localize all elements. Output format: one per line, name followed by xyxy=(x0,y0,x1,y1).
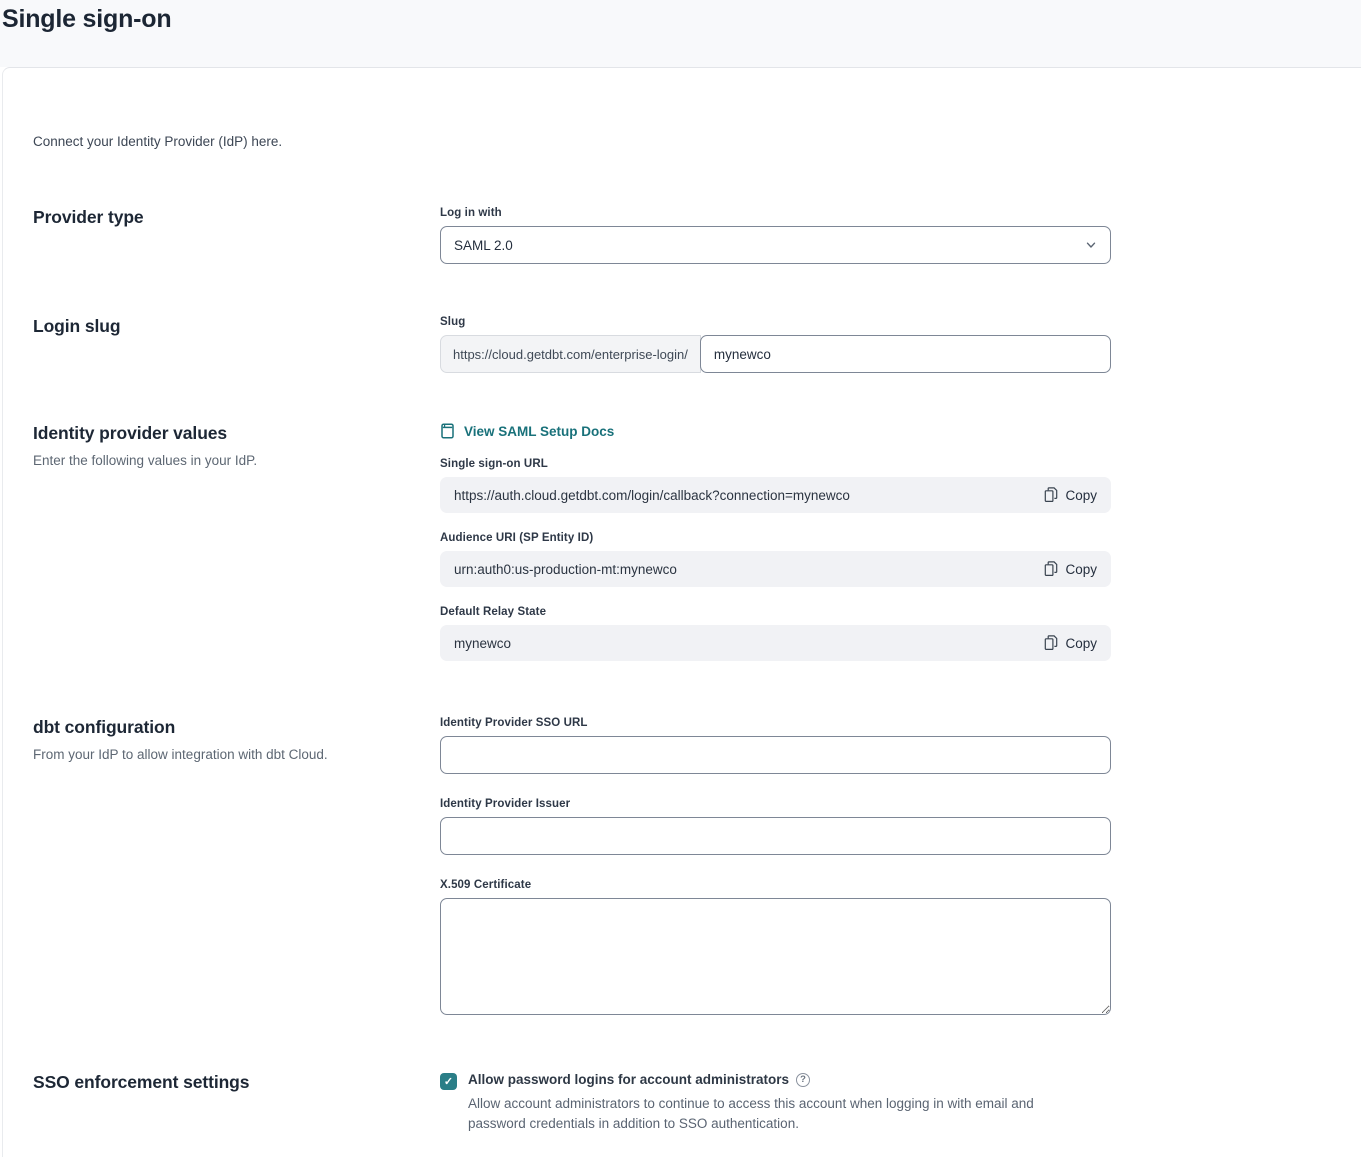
idp-sso-url-group xyxy=(440,717,1111,774)
chevron-down-icon xyxy=(1085,239,1097,251)
idp-issuer-input[interactable] xyxy=(440,817,1111,855)
copy-relay-state-button[interactable]: Copy xyxy=(1044,635,1097,651)
login-with-label: Log in with xyxy=(440,207,502,219)
copy-icon xyxy=(1044,487,1058,503)
copy-icon xyxy=(1044,561,1058,577)
idp-issuer-group xyxy=(440,798,1111,855)
copy-icon xyxy=(1044,635,1058,651)
slug-input[interactable] xyxy=(700,335,1111,373)
relay-state-value: mynewco xyxy=(454,635,512,651)
dbt-config-section xyxy=(33,717,1361,1020)
slug-label: Slug xyxy=(440,316,466,328)
sso-url-field xyxy=(440,477,1111,513)
provider-type-heading: Provider type xyxy=(33,207,144,227)
audience-uri-value: urn:auth0:us-production-mt:mynewco xyxy=(454,561,677,577)
sso-url-label: Single sign-on URL xyxy=(440,458,548,470)
copy-sso-url-button[interactable]: Copy xyxy=(1044,487,1097,503)
provider-type-selected-value: SAML 2.0 xyxy=(454,237,513,253)
allow-password-logins-label: Allow password logins for account administrators xyxy=(468,1072,790,1087)
allow-password-logins-checkbox[interactable]: ✓ xyxy=(440,1073,457,1090)
provider-type-section xyxy=(33,207,1361,264)
idp-sso-url-label: Identity Provider SSO URL xyxy=(440,717,588,729)
slug-url-prefix: https://cloud.getdbt.com/enterprise-login/ xyxy=(440,335,701,373)
settings-panel xyxy=(2,67,1361,1157)
x509-certificate-group xyxy=(440,879,1111,1020)
sso-enforcement-section xyxy=(33,1072,1361,1134)
x509-certificate-label: X.509 Certificate xyxy=(440,879,532,891)
idp-values-heading: Identity provider values xyxy=(33,423,228,443)
page-title: Single sign-on xyxy=(2,5,172,33)
help-question-icon[interactable]: ? xyxy=(796,1073,810,1087)
dbt-config-heading: dbt configuration xyxy=(33,717,176,737)
sso-enforcement-heading: SSO enforcement settings xyxy=(33,1072,250,1092)
login-slug-heading: Login slug xyxy=(33,316,121,336)
idp-values-subtitle: Enter the following values in your IdP. xyxy=(33,453,258,468)
page-header-bar xyxy=(0,0,1361,67)
view-saml-setup-docs-link[interactable]: View SAML Setup Docs xyxy=(440,423,1111,439)
provider-type-select[interactable] xyxy=(440,226,1111,264)
relay-state-field xyxy=(440,625,1111,661)
audience-uri-label: Audience URI (SP Entity ID) xyxy=(440,532,594,544)
copy-audience-uri-button[interactable]: Copy xyxy=(1044,561,1097,577)
login-slug-section xyxy=(33,316,1361,373)
relay-state-label: Default Relay State xyxy=(440,606,547,618)
intro-text: Connect your Identity Provider (IdP) here. xyxy=(33,134,283,149)
audience-uri-field xyxy=(440,551,1111,587)
slug-field-group xyxy=(440,335,1111,373)
idp-sso-url-input[interactable] xyxy=(440,736,1111,774)
idp-values-section xyxy=(33,423,1361,661)
sso-url-value: https://auth.cloud.getdbt.com/login/callback?connection=mynewco xyxy=(454,487,850,503)
journal-icon xyxy=(440,423,455,439)
idp-issuer-label: Identity Provider Issuer xyxy=(440,798,571,810)
x509-certificate-textarea[interactable] xyxy=(440,898,1111,1015)
dbt-config-subtitle: From your IdP to allow integration with dbt Cloud. xyxy=(33,747,328,762)
allow-password-logins-description: Allow account administrators to continue to access this account when logging in with email and password credentials in addition to SSO authentication. xyxy=(468,1096,1034,1131)
